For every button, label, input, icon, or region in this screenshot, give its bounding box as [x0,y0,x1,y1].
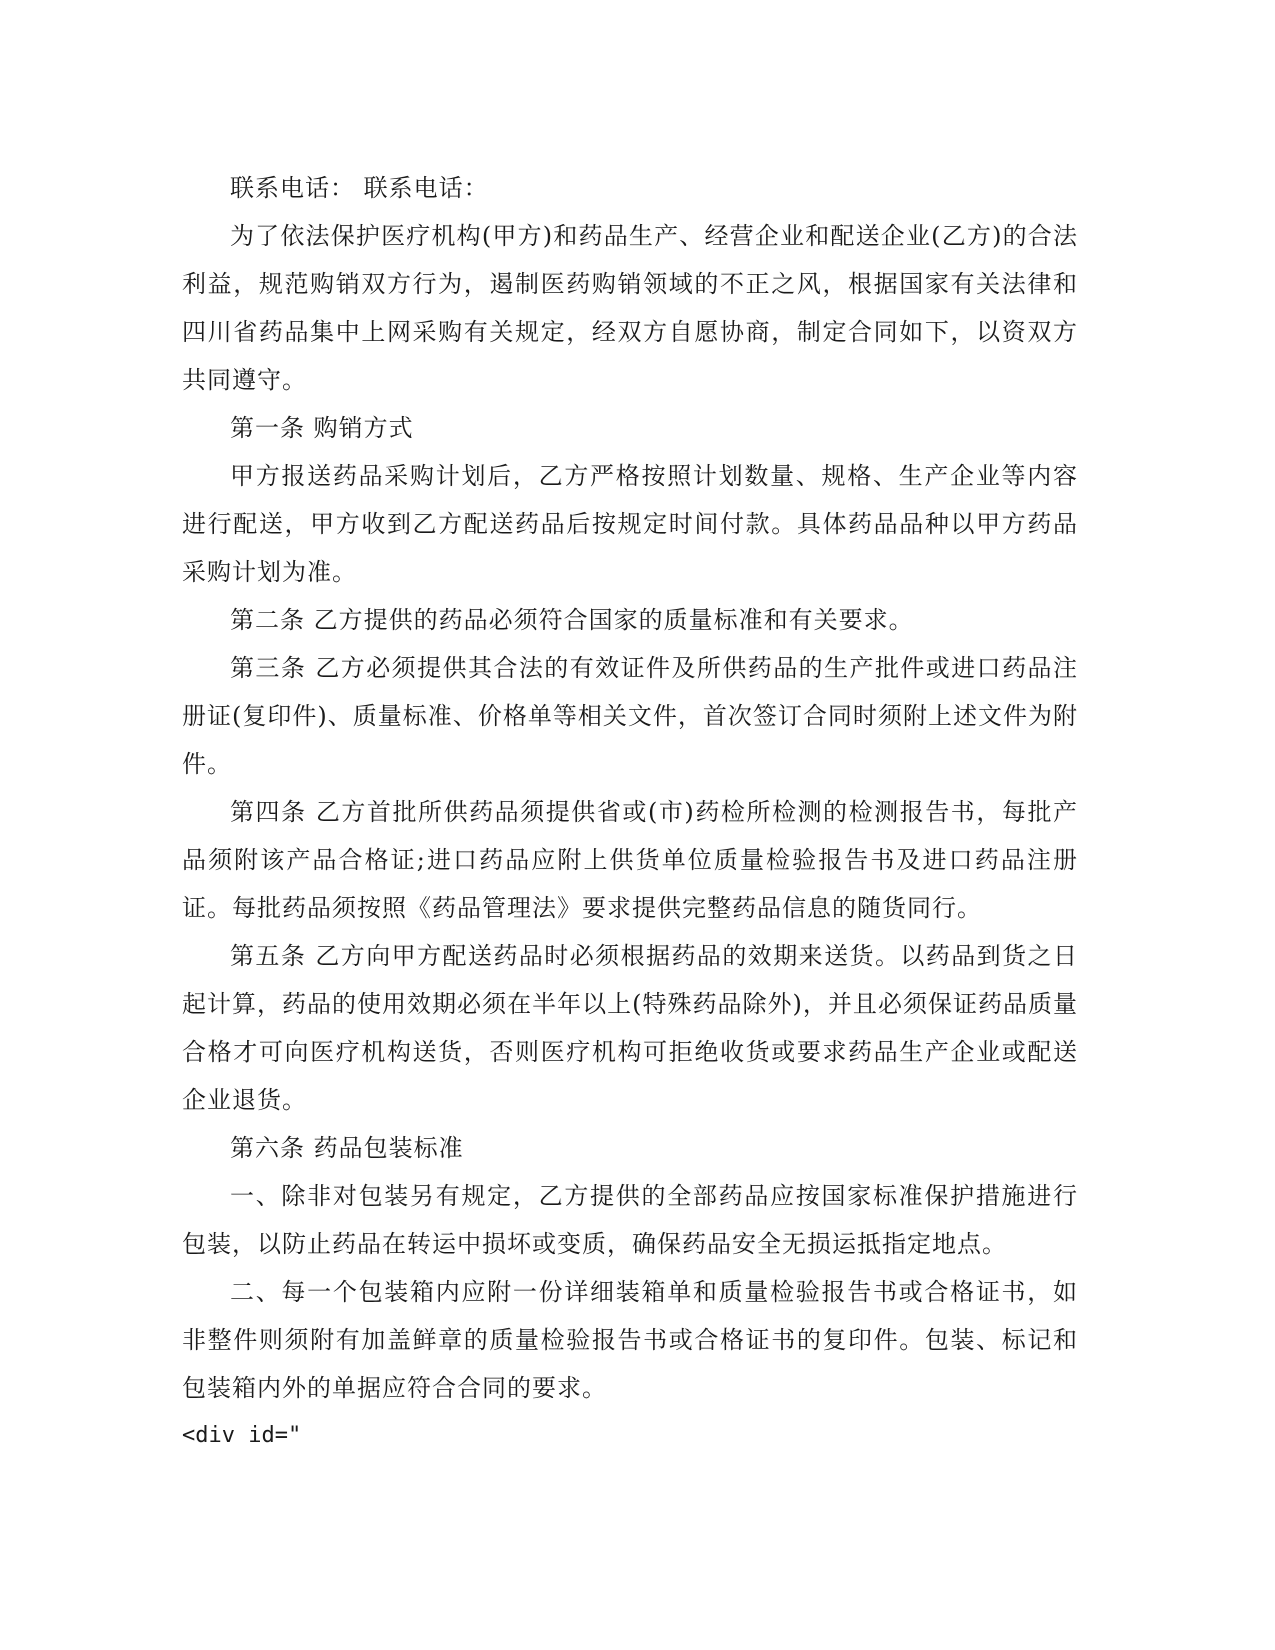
article-6-clause-2: 二、每一个包装箱内应附一份详细装箱单和质量检验报告书或合格证书，如非整件则须附有加盖鲜章的质量检验报告书或合格证书的复印件。包装、标记和包装箱内外的单据应符合合同的要求。 [182,1278,1078,1402]
article-3-paragraph: 第三条 乙方必须提供其合法的有效证件及所供药品的生产批件或进口药品注册证(复印件)、质量标准、价格单等相关文件，首次签订合同时须附上述文件为附件。 [182,654,1078,778]
contact-phone-line: 联系电话： 联系电话： [230,174,489,202]
article-1-body: 甲方报送药品采购计划后，乙方严格按照计划数量、规格、生产企业等内容进行配送，甲方收到乙方配送药品后按规定时间付款。具体药品品种以甲方药品采购计划为准。 [182,462,1078,586]
article-2-paragraph: 第二条 乙方提供的药品必须符合国家的质量标准和有关要求。 [230,606,914,634]
article-6-clause-1: 一、除非对包装另有规定，乙方提供的全部药品应按国家标准保护措施进行包装，以防止药品在转运中损坏或变质，确保药品安全无损运抵指定地点。 [182,1182,1078,1258]
article-6-heading: 第六条 药品包装标准 [230,1134,464,1162]
document-body [182,164,1078,1460]
preamble-paragraph: 为了依法保护医疗机构(甲方)和药品生产、经营企业和配送企业(乙方)的合法利益，规范购销双方行为，遏制医药购销领域的不正之风，根据国家有关法律和四川省药品集中上网采购有关规定，经双方自愿协商，制定合同如下，以资双方共同遵守。 [182,222,1078,394]
article-5-paragraph: 第五条 乙方向甲方配送药品时必须根据药品的效期来送货。以药品到货之日起计算，药品的使用效期必须在半年以上(特殊药品除外)，并且必须保证药品质量合格才可向医疗机构送货，否则医疗机构可拒绝收货或要求药品生产企业或配送企业退货。 [182,942,1078,1114]
trailing-code-fragment: <div id=" [182,1423,302,1448]
article-1-heading: 第一条 购销方式 [230,414,414,442]
article-4-paragraph: 第四条 乙方首批所供药品须提供省或(市)药检所检测的检测报告书，每批产品须附该产品合格证;进口药品应附上供货单位质量检验报告书及进口药品注册证。每批药品须按照《药品管理法》要求提供完整药品信息的随货同行。 [182,798,1078,922]
